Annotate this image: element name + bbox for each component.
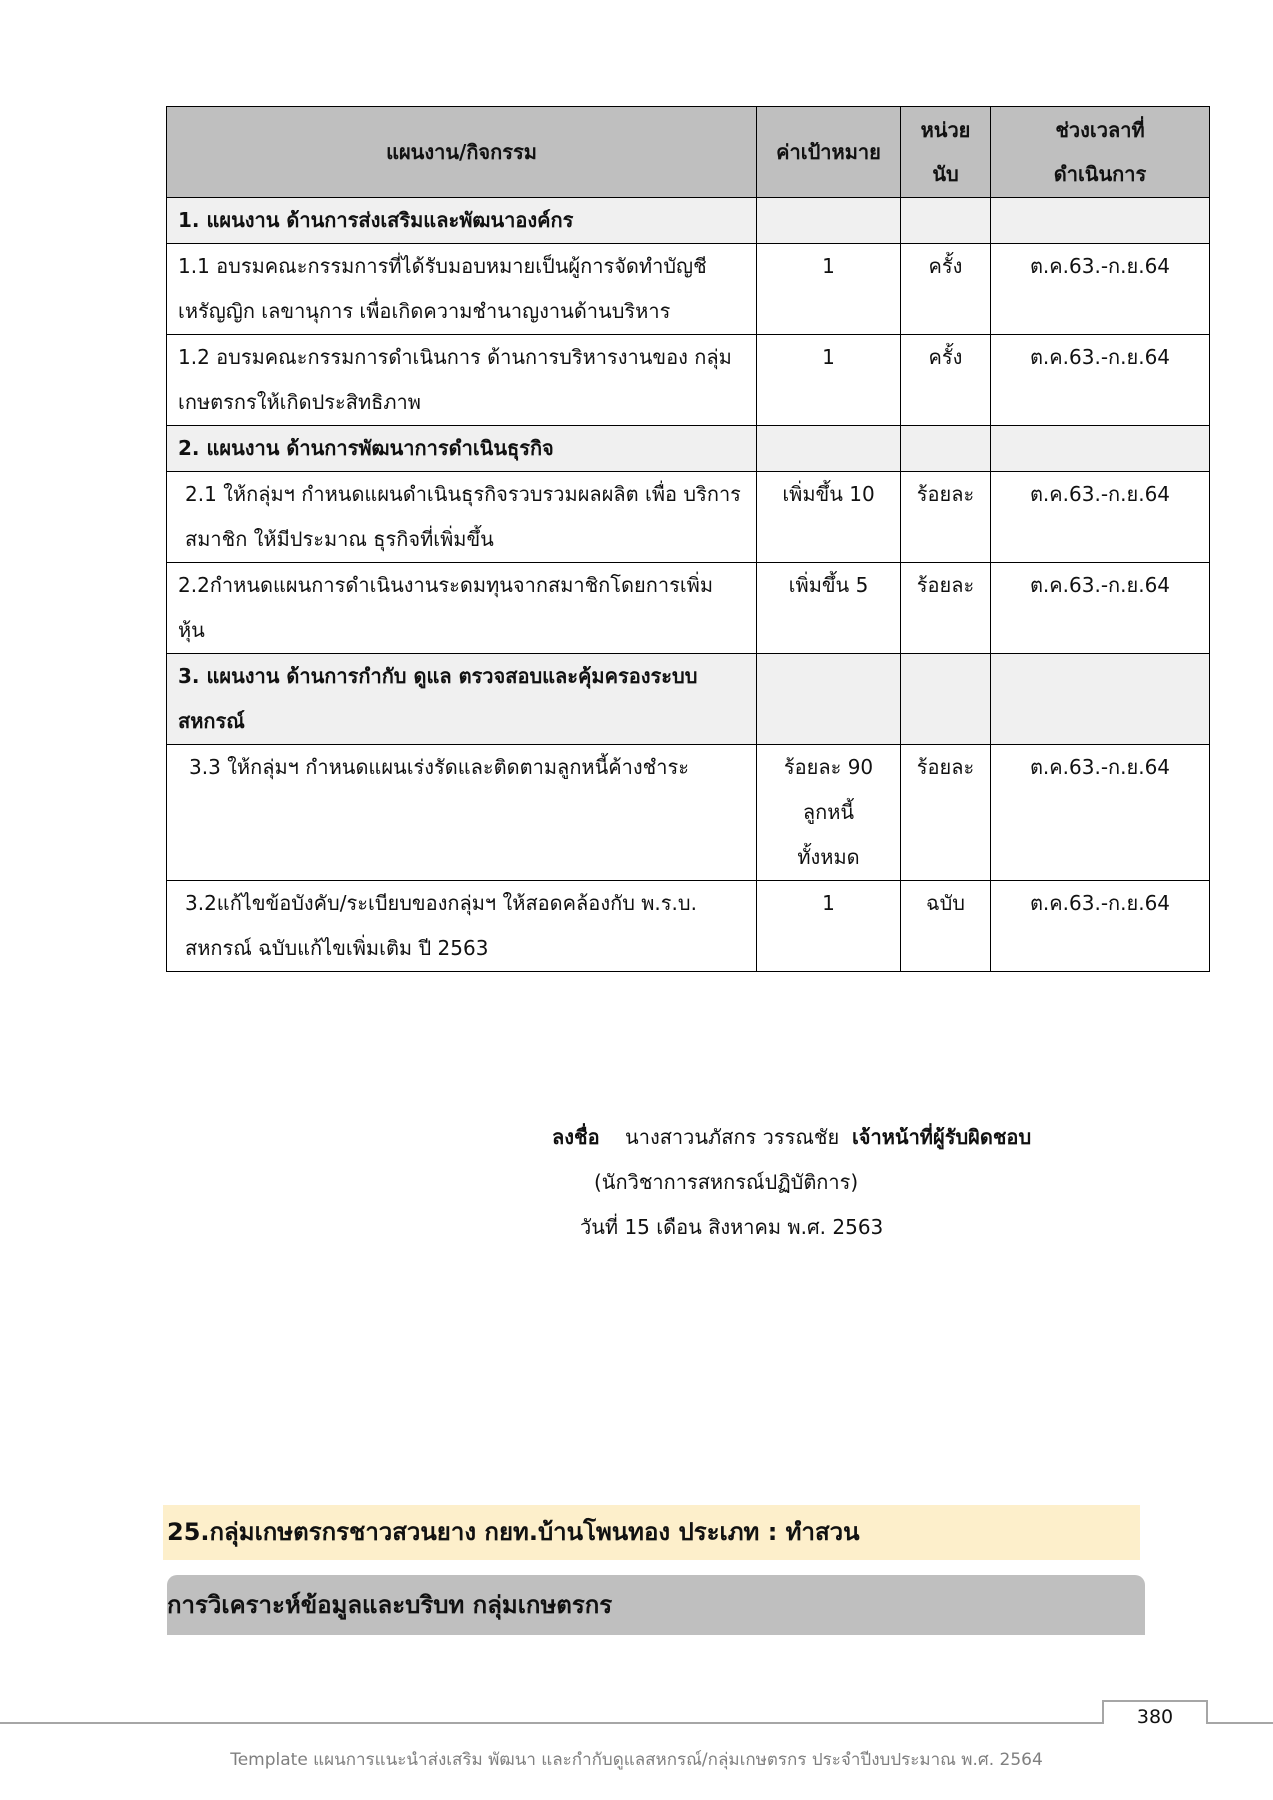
activity-cell: 3.3 ให้กลุ่มฯ กำหนดแผนเร่งรัดและติดตามลูกหนี้ค้างชำระ xyxy=(167,745,757,881)
section-title: 3. แผนงาน ด้านการกำกับ ดูแล ตรวจสอบและคุ้มครองระบบ สหกรณ์ xyxy=(167,654,757,745)
signer-role: เจ้าหน้าที่ผู้รับผิดชอบ xyxy=(851,1125,1032,1149)
signature-line xyxy=(552,1115,1031,1160)
signer-name: นางสาวนภัสกร วรรณชัย xyxy=(625,1125,840,1149)
unit-cell: ร้อยละ xyxy=(901,472,991,563)
section-row xyxy=(167,198,1210,244)
target-cell: ร้อยละ 90 ลูกหนี้ ทั้งหมด xyxy=(757,745,901,881)
page-number: 380 xyxy=(1102,1700,1208,1724)
period-cell: ต.ค.63.-ก.ย.64 xyxy=(991,472,1210,563)
target-cell: เพิ่มขึ้น 5 xyxy=(757,563,901,654)
table-row xyxy=(167,745,1210,881)
section-row xyxy=(167,426,1210,472)
unit-cell: ครั้ง xyxy=(901,335,991,426)
activity-cell: 1.1 อบรมคณะกรรมการที่ได้รับมอบหมายเป็นผู้การจัดทำบัญชี เหรัญญิก เลขานุการ เพื่อเกิดความชำนาญงานด้านบริหาร xyxy=(167,244,757,335)
activity-cell: 2.2กำหนดแผนการดำเนินงานระดมทุนจากสมาชิกโดยการเพิ่ม หุ้น xyxy=(167,563,757,654)
period-cell: ต.ค.63.-ก.ย.64 xyxy=(991,745,1210,881)
header-period-line1: ช่วงเวลาที่ xyxy=(1055,118,1145,142)
header-period-line2: ดำเนินการ xyxy=(1053,162,1147,186)
footer-divider xyxy=(0,1722,1273,1724)
table-header-row xyxy=(167,107,1210,198)
header-period xyxy=(991,107,1210,198)
unit-cell: ร้อยละ xyxy=(901,745,991,881)
group-heading: 25.กลุ่มเกษตรกรชาวสวนยาง กยท.บ้านโพนทอง ประเภท : ทำสวน xyxy=(163,1505,1140,1560)
plan-table xyxy=(166,106,1210,972)
section-row xyxy=(167,654,1210,745)
header-unit-line1: หน่วย xyxy=(920,118,971,142)
target-cell: 1 xyxy=(757,881,901,972)
section-title: 1. แผนงาน ด้านการส่งเสริมและพัฒนาองค์กร xyxy=(167,198,757,244)
signature-block xyxy=(552,1115,1031,1250)
unit-cell: ฉบับ xyxy=(901,881,991,972)
target-cell: 1 xyxy=(757,335,901,426)
table-row xyxy=(167,335,1210,426)
signature-date: วันที่ 15 เดือน สิงหาคม พ.ศ. 2563 xyxy=(580,1215,884,1239)
table-row xyxy=(167,472,1210,563)
header-unit xyxy=(901,107,991,198)
analysis-heading: การวิเคราะห์ข้อมูลและบริบท กลุ่มเกษตรกร xyxy=(167,1575,1145,1635)
section-title: 2. แผนงาน ด้านการพัฒนาการดำเนินธุรกิจ xyxy=(167,426,757,472)
table-row xyxy=(167,881,1210,972)
header-activity: แผนงาน/กิจกรรม xyxy=(167,107,757,198)
table-row xyxy=(167,563,1210,654)
signature-label: ลงชื่อ xyxy=(552,1125,600,1149)
activity-cell: 3.2แก้ไขข้อบังคับ/ระเบียบของกลุ่มฯ ให้สอดคล้องกับ พ.ร.บ. สหกรณ์ ฉบับแก้ไขเพิ่มเติม ปี 2563 xyxy=(167,881,757,972)
activity-cell: 1.2 อบรมคณะกรรมการดำเนินการ ด้านการบริหารงานของ กลุ่มเกษตรกรให้เกิดประสิทธิภาพ xyxy=(167,335,757,426)
period-cell: ต.ค.63.-ก.ย.64 xyxy=(991,881,1210,972)
activity-cell: 2.1 ให้กลุ่มฯ กำหนดแผนดำเนินธุรกิจรวบรวมผลผลิต เพื่อ บริการสมาชิก ให้มีประมาณ ธุรกิจที่เพิ่มขึ้น xyxy=(167,472,757,563)
unit-cell: ร้อยละ xyxy=(901,563,991,654)
period-cell: ต.ค.63.-ก.ย.64 xyxy=(991,244,1210,335)
signer-position: (นักวิชาการสหกรณ์ปฏิบัติการ) xyxy=(594,1170,859,1194)
unit-cell: ครั้ง xyxy=(901,244,991,335)
period-cell: ต.ค.63.-ก.ย.64 xyxy=(991,563,1210,654)
header-target: ค่าเป้าหมาย xyxy=(757,107,901,198)
target-cell: เพิ่มขึ้น 10 xyxy=(757,472,901,563)
table-row xyxy=(167,244,1210,335)
target-cell: 1 xyxy=(757,244,901,335)
footer-text: Template แผนการแนะนำส่งเสริม พัฒนา และกำกับดูแลสหกรณ์/กลุ่มเกษตรกร ประจำปีงบประมาณ พ.ศ. 2564 xyxy=(230,1750,1043,1770)
period-cell: ต.ค.63.-ก.ย.64 xyxy=(991,335,1210,426)
header-unit-line2: นับ xyxy=(932,162,959,186)
